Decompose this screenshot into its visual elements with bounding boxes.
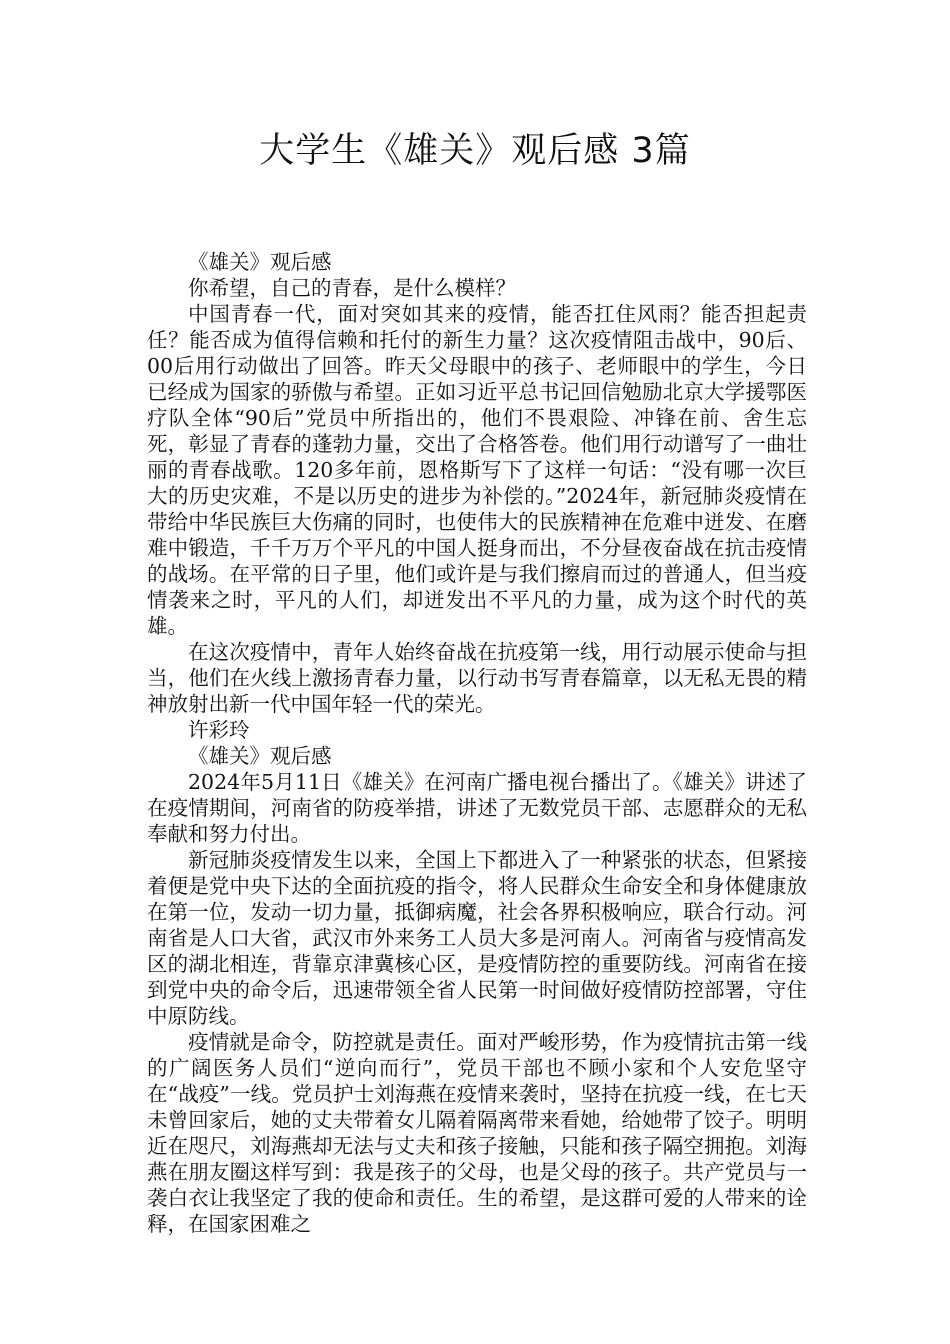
document-body [147, 249, 807, 1237]
paragraph: 2024年5月11日《雄关》在河南广播电视台播出了。《雄关》讲述了在疫情期间，河南省的防疫举措，讲述了无数党员干部、志愿群众的无私奉献和努力付出。 [147, 770, 807, 846]
paragraph: 在这次疫情中，青年人始终奋战在抗疫第一线，用行动展示使命与担当，他们在火线上激扬青春力量，以行动书写青春篇章，以无私无畏的精神放射出新一代中国年轻一代的荣光。 [147, 640, 807, 716]
paragraph: 疫情就是命令，防控就是责任。面对严峻形势，作为疫情抗击第一线的广阔医务人员们“逆向而行”，党员干部也不顾小家和个人安危坚守在“战疫”一线。党员护士刘海燕在疫情来袭时，坚持在抗疫一线，在七天未曾回家后，她的丈夫带着女儿隔着隔离带来看她，给她带了饺子。明明近在咫尺，刘海燕却无法与丈夫和孩子接触，只能和孩子隔空拥抱。刘海燕在朋友圈这样写到：我是孩子的父母，也是父母的孩子。共产党员与一袭白衣让我坚定了我的使命和责任。生的希望，是这群可爱的人带来的诠释，在国家困难之 [147, 1030, 807, 1236]
paragraph-question: 你希望，自己的青春，是什么模样？ [188, 276, 516, 300]
paragraph-heading-1: 《雄关》观后感 [188, 250, 332, 274]
author-name: 许彩玲 [188, 718, 250, 742]
paragraph-heading-2: 《雄关》观后感 [188, 744, 332, 768]
paragraph: 中国青春一代，面对突如其来的疫情，能否扛住风雨？能否担起责任？能否成为值得信赖和托付的新生力量？这次疫情阻击战中，90后、00后用行动做出了回答。昨天父母眼中的孩子、老师眼中的学生，今日已经成为国家的骄傲与希望。正如习近平总书记回信勉励北京大学援鄂医疗队全体“90后”党员中所指出的，他们不畏艰险、冲锋在前、舍生忘死，彰显了青春的蓬勃力量，交出了合格答卷。他们用行动谱写了一曲壮丽的青春战歌。120多年前，恩格斯写下了这样一句话：“没有哪一次巨大的历史灾难，不是以历史的进步为补偿的。”2024年，新冠肺炎疫情在带给中华民族巨大伤痛的同时，也使伟大的民族精神在危难中迸发、在磨难中锻造，千千万万个平凡的中国人挺身而出，不分昼夜奋战在抗击疫情的战场。在平常的日子里，他们或许是与我们擦肩而过的普通人，但当疫情袭来之时，平凡的人们，却迸发出不平凡的力量，成为这个时代的英雄。 [147, 302, 807, 638]
paragraph: 新冠肺炎疫情发生以来，全国上下都进入了一种紧张的状态，但紧接着便是党中央下达的全面抗疫的指令，将人民群众生命安全和身体健康放在第一位，发动一切力量，抵御病魔，社会各界积极响应，联合行动。河南省是人口大省，武汉市外来务工人员大多是河南人。河南省与疫情高发区的湖北相连，背靠京津冀核心区，是疫情防控的重要防线。河南省在接到党中央的命令后，迅速带领全省人民第一时间做好疫情防控部署，守住中原防线。 [147, 848, 807, 1028]
document-title: 大学生《雄关》观后感 3篇 [259, 131, 691, 171]
